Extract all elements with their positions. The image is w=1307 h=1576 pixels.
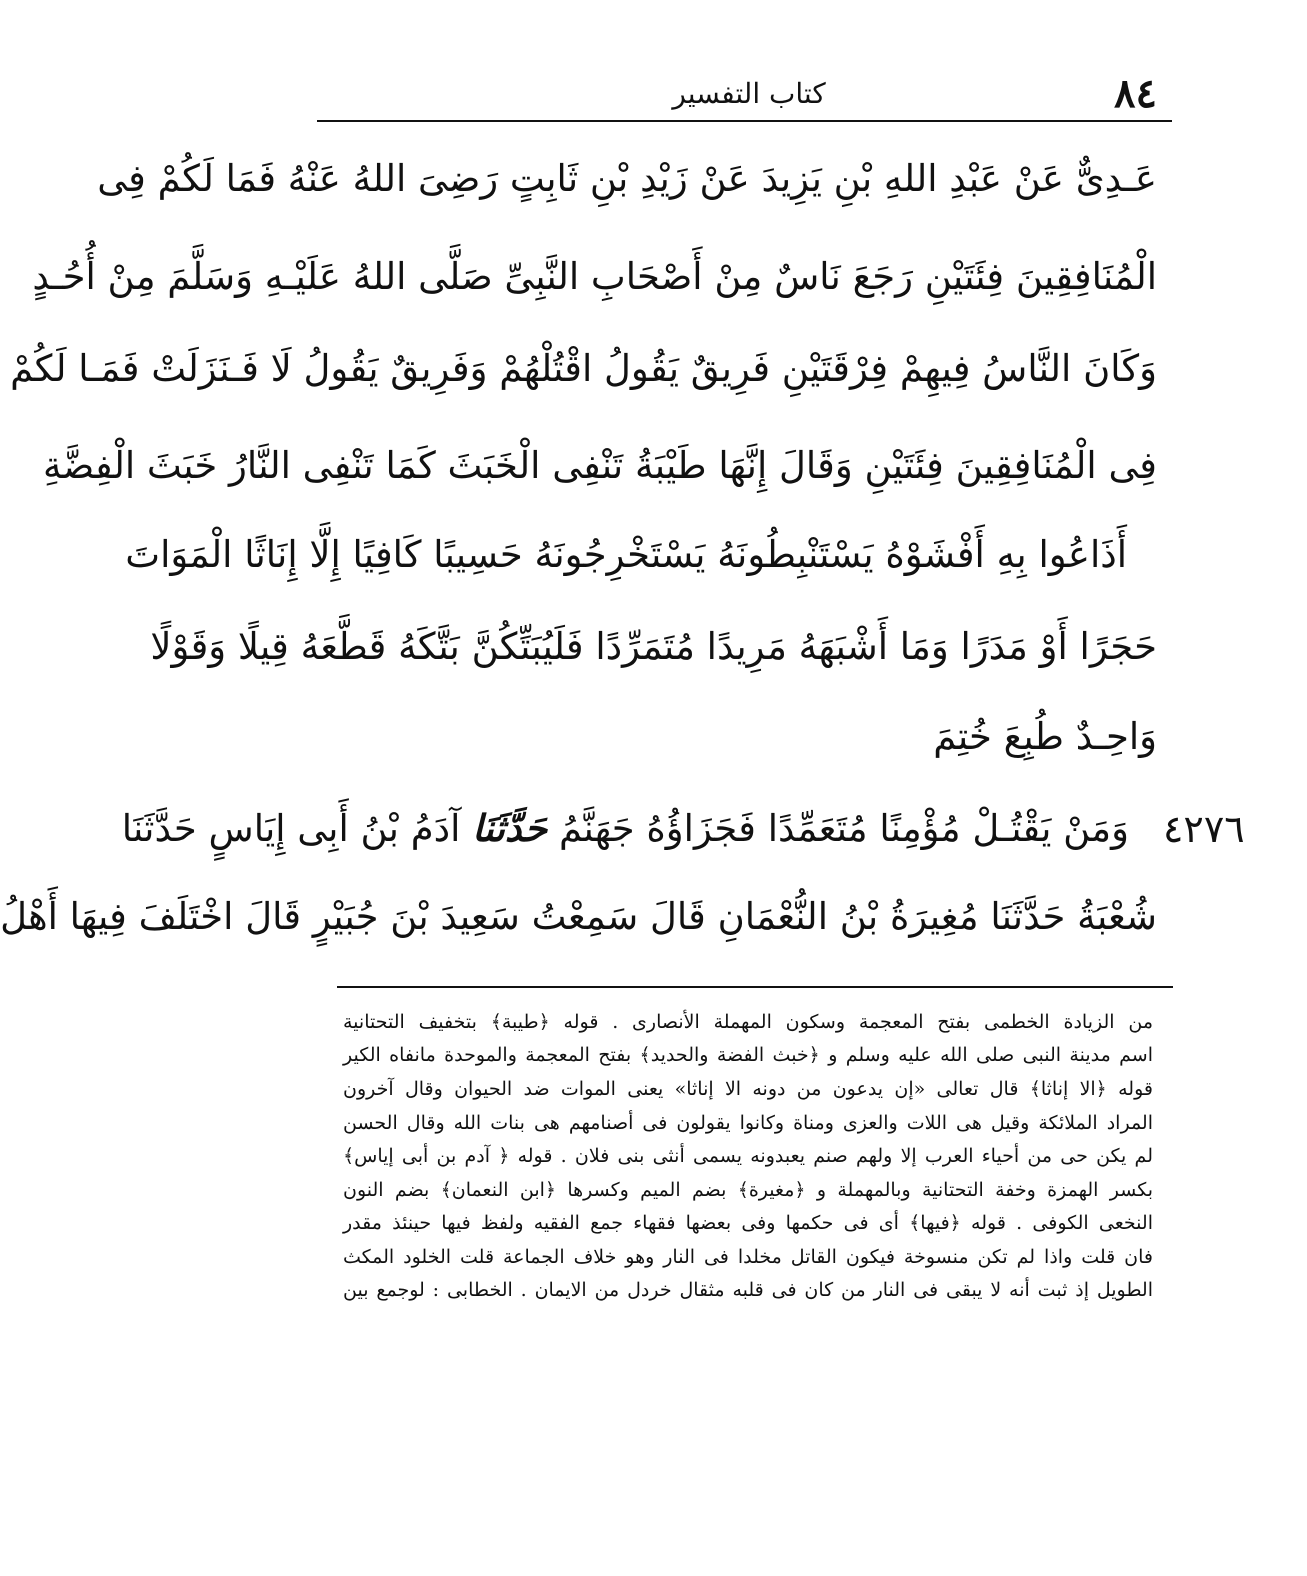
hadith-narrator-text: آدَمُ بْنُ أَبِى إِيَاسٍ حَدَّثَنَا [121,807,461,850]
hadith-text-line-1 [121,806,1129,850]
footnote-line-1: من الزيادة الخطمى بفتح المعجمة وسكون المهملة الأنصارى . قوله ﴿طيبة﴾ بتخفيف التحتانية [343,1011,1153,1033]
footnote-line-9: الطويل إذ ثبت أنه لا يبقى فى النار من كان فى قلبه مثقال خردل من الايمان . الخطابى : لوجمع بين [343,1279,1153,1301]
footnote-line-8: فان قلت واذا لم تكن منسوخة فيكون القاتل مخلدا فى النار وهو خلاف الجماعة قلت الخلود المكث [343,1246,1153,1268]
footnote-line-6: بكسر الهمزة وخفة التحتانية وبالمهملة و ﴿مغيرة﴾ بضم الميم وكسرها ﴿ابن النعمان﴾ بضم النون [343,1179,1153,1201]
footnote-line-4: المراد الملائكة وقيل هى اللات والعزى ومناة وكانوا يقولون فى أصنامهم هى بنات الله وقال الحسن [343,1112,1153,1134]
footnote-line-7: النخعى الكوفى . قوله ﴿فيها﴾ أى فى حكمها وفى بعضها فقهاء جمع الفقيه ولفظ فيها حينئذ مقدر [343,1212,1153,1234]
hadith-keyword: حَدَّثَنَا [472,806,548,850]
header-divider [317,120,1172,122]
hadith-verse-text: وَمَنْ يَقْتُـلْ مُؤْمِنًا مُتَعَمِّدًا فَجَزَاؤُهُ جَهَنَّمُ [558,807,1129,850]
footnote-line-5: لم يكن حى من أحياء العرب إلا ولهم صنم يعبدونه يسمى أنثى بنى فلان . قوله ﴿ آدم بن أبى إياس﴾ [343,1145,1153,1167]
hadith-text-line-2: شُعْبَةُ حَدَّثَنَا مُغِيرَةُ بْنُ النُّعْمَانِ قَالَ سَمِعْتُ سَعِيدَ بْنَ جُبَيْرٍ قَالَ اخْتَلَفَ فِيهَا أَهْلُ [0,895,1157,938]
hadith-number: ٤٢٧٦ [1163,807,1245,851]
main-text-line-6: حَجَرًا أَوْ مَدَرًا وَمَا أَشْبَهَهُ مَرِيدًا مُتَمَرِّدًا فَلَيُبَتِّكُنَّ بَتَّكَهُ قَطَّعَهُ قِيلًا وَقَوْلًا [150,625,1157,668]
footnote-line-2: اسم مدينة النبى صلى الله عليه وسلم و ﴿خبث الفضة والحديد﴾ بفتح المعجمة والموحدة مانفاه الكير [343,1044,1153,1066]
footnote-divider [337,986,1173,988]
main-text-line-5: أَذَاعُوا بِهِ أَفْشَوْهُ يَسْتَنْبِطُونَهُ يَسْتَخْرِجُونَهُ حَسِيبًا كَافِيًا إِلَّا إِنَاثًا الْمَوَاتَ [125,533,1127,576]
footnote-line-3: قوله ﴿الا إناثا﴾ قال تعالى «إن يدعون من دونه الا إناثا» يعنى الموات ضد الحيوان وقال آخرون [343,1078,1153,1100]
main-text-line-3: وَكَانَ النَّاسُ فِيهِمْ فِرْقَتَيْنِ فَرِيقٌ يَقُولُ اقْتُلْهُمْ وَفَرِيقٌ يَقُولُ لَا فَـنَزَلَتْ فَمَـا لَكُمْ [10,347,1157,390]
page-number: ٨٤ [1114,70,1157,117]
main-text-line-2: الْمُنَافِقِينَ فِئَتَيْنِ رَجَعَ نَاسٌ مِنْ أَصْحَابِ النَّبِىِّ صَلَّى اللهُ عَلَيْـهِ وَسَلَّمَ مِنْ أُحُـدٍ [32,255,1157,298]
main-text-line-4: فِى الْمُنَافِقِينَ فِئَتَيْنِ وَقَالَ إِنَّهَا طَيْبَةُ تَنْفِى الْخَبَثَ كَمَا تَنْفِى النَّارُ خَبَثَ الْفِضَّةِ [42,444,1157,487]
main-text-line-7: وَاحِـدٌ طُبِعَ خُتِمَ [933,715,1157,758]
page-header-title: كتاب التفسير [672,77,826,110]
main-text-line-1: عَـدِىٌّ عَنْ عَبْدِ اللهِ بْنِ يَزِيدَ عَنْ زَيْدِ بْنِ ثَابِتٍ رَضِىَ اللهُ عَنْهُ فَمَا لَكُمْ فِى [97,157,1157,200]
